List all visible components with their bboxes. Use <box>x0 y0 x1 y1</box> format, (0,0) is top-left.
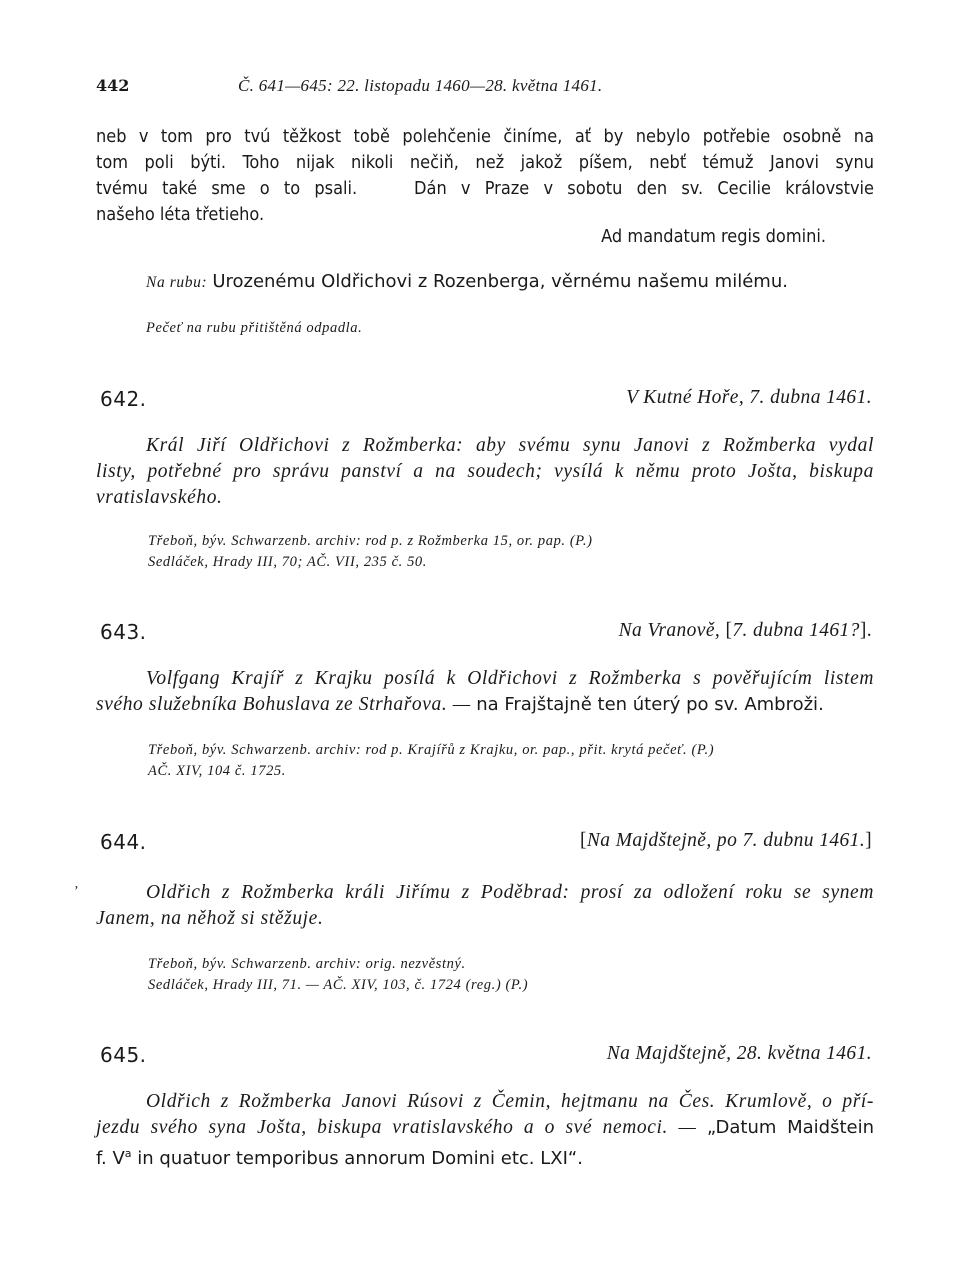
entry-642-heading <box>96 387 874 417</box>
regest-italic: svého služebníka Bohuslava ze Strhařova. — <box>96 694 477 715</box>
source-note: Sedláček, Hrady III, 71. — AČ. XIV, 103, č. 1724 (reg.) (P.) <box>148 977 529 993</box>
regest-line <box>96 1115 874 1141</box>
address-text: Urozenému Oldřichovi z Rozenberga, věrnému našemu milému. <box>212 271 788 292</box>
entry-645-heading <box>96 1043 874 1073</box>
seal-note-text: Pečeť na rubu přitištěná odpadla. <box>146 320 363 336</box>
regest-quote: „Datum Maidštein <box>706 1117 875 1138</box>
mandate-text: Ad mandatum regis domini. <box>601 226 826 247</box>
entry-644-notes <box>148 954 926 996</box>
date-place: Na Vranově, <box>618 620 726 641</box>
date-bracket-close: ]. <box>859 620 872 641</box>
entry-645-regest <box>96 1089 874 1172</box>
entry-date: V Kutné Hoře, 7. dubna 1461. <box>626 387 872 408</box>
text-line: tom poli býti. Toho nijak nikoli nečiň, než jakož píšem, nebť témuž Janovi synu <box>96 152 874 173</box>
address-line <box>146 271 866 293</box>
regest-line: Volfgang Krajíř z Krajku posílá k Oldřichovi z Rožmberka s pověřujícím listem <box>146 668 874 689</box>
entry-date <box>619 620 872 642</box>
source-note: Třeboň, býv. Schwarzenb. archiv: rod p. Krajířů z Krajku, or. pap., přit. krytá pečeť. (P.) <box>148 742 715 758</box>
entry-643-notes <box>148 740 926 782</box>
regest-line: Král Jiří Oldřichovi z Rožmberka: aby svému synu Janovi z Rožmberka vydal <box>146 435 874 456</box>
date-inner: Na Majdštejně, po 7. dubnu 1461. <box>586 830 866 851</box>
quote-text: f. V <box>96 1148 125 1169</box>
text-line: tvému také sme o to psali. Dán v Praze v sobotu den sv. Cecilie královstvie <box>96 178 874 199</box>
source-note: AČ. XIV, 104 č. 1725. <box>148 763 286 779</box>
date-bracket-close: ] <box>865 830 872 851</box>
entry-643-heading <box>96 620 874 650</box>
text-line: neb v tom pro tvú těžkost tobě polehčenie činíme, ať by nebylo potřebie osobně na <box>96 126 874 147</box>
date-bracket-open: [ <box>579 830 587 851</box>
date-inner: 7. dubna 1461? <box>732 620 860 641</box>
regest-line <box>96 692 874 718</box>
superscript: a <box>124 1147 132 1160</box>
entry-number: 642. <box>100 387 147 411</box>
regest-line: Oldřich z Rožmberka Janovi Rúsovi z Čemin, hejtmanu na Čes. Krumlově, o pří- <box>146 1091 874 1112</box>
continuation-paragraph <box>96 124 874 228</box>
page-header <box>96 76 876 106</box>
entry-644-heading <box>96 830 874 860</box>
source-note: Sedláček, Hrady III, 70; AČ. VII, 235 č. 50. <box>148 554 428 570</box>
mandate-line <box>96 224 826 250</box>
entry-date <box>580 830 872 852</box>
entry-642-notes <box>148 531 926 573</box>
entry-642-regest <box>96 433 874 511</box>
source-note: Třeboň, býv. Schwarzenb. archiv: orig. nezvěstný. <box>148 956 466 972</box>
entry-number: 645. <box>100 1043 147 1067</box>
entry-number: 644. <box>100 830 147 854</box>
regest-line: vratislavského. <box>96 487 223 508</box>
regest-line <box>96 1141 874 1172</box>
margin-mark: ʼ <box>74 884 79 899</box>
running-title: Č. 641—645: 22. listopadu 1460—28. května 1461. <box>238 76 603 95</box>
source-note: Třeboň, býv. Schwarzenb. archiv: rod p. z Rožmberka 15, or. pap. (P.) <box>148 533 593 549</box>
page-number: 442 <box>96 76 130 95</box>
address-label: Na rubu: <box>146 274 208 291</box>
regest-line: Oldřich z Rožmberka králi Jiřímu z Poděbrad: prosí za odložení roku se synem <box>146 882 874 903</box>
regest-line: Janem, na něhož si stěžuje. <box>96 908 324 929</box>
date-bracket-open: [ <box>725 620 733 641</box>
regest-italic: jezdu svého syna Jošta, biskupa vratislavského a o své nemoci. — <box>96 1117 707 1138</box>
text-line: našeho léta třetieho. <box>96 204 265 225</box>
entry-number: 643. <box>100 620 147 644</box>
entry-644-regest <box>96 880 874 932</box>
entry-date: Na Majdštejně, 28. května 1461. <box>606 1043 872 1064</box>
seal-note <box>146 318 924 339</box>
entry-643-regest <box>96 666 874 718</box>
regest-line: listy, potřebné pro správu panství a na soudech; vysílá k němu proto Jošta, biskupa <box>96 461 874 482</box>
quote-text: in quatuor temporibus annorum Domini etc. LXI“. <box>131 1148 583 1169</box>
regest-quote: na Frajštajně ten úterý po sv. Ambroži. <box>476 694 824 715</box>
